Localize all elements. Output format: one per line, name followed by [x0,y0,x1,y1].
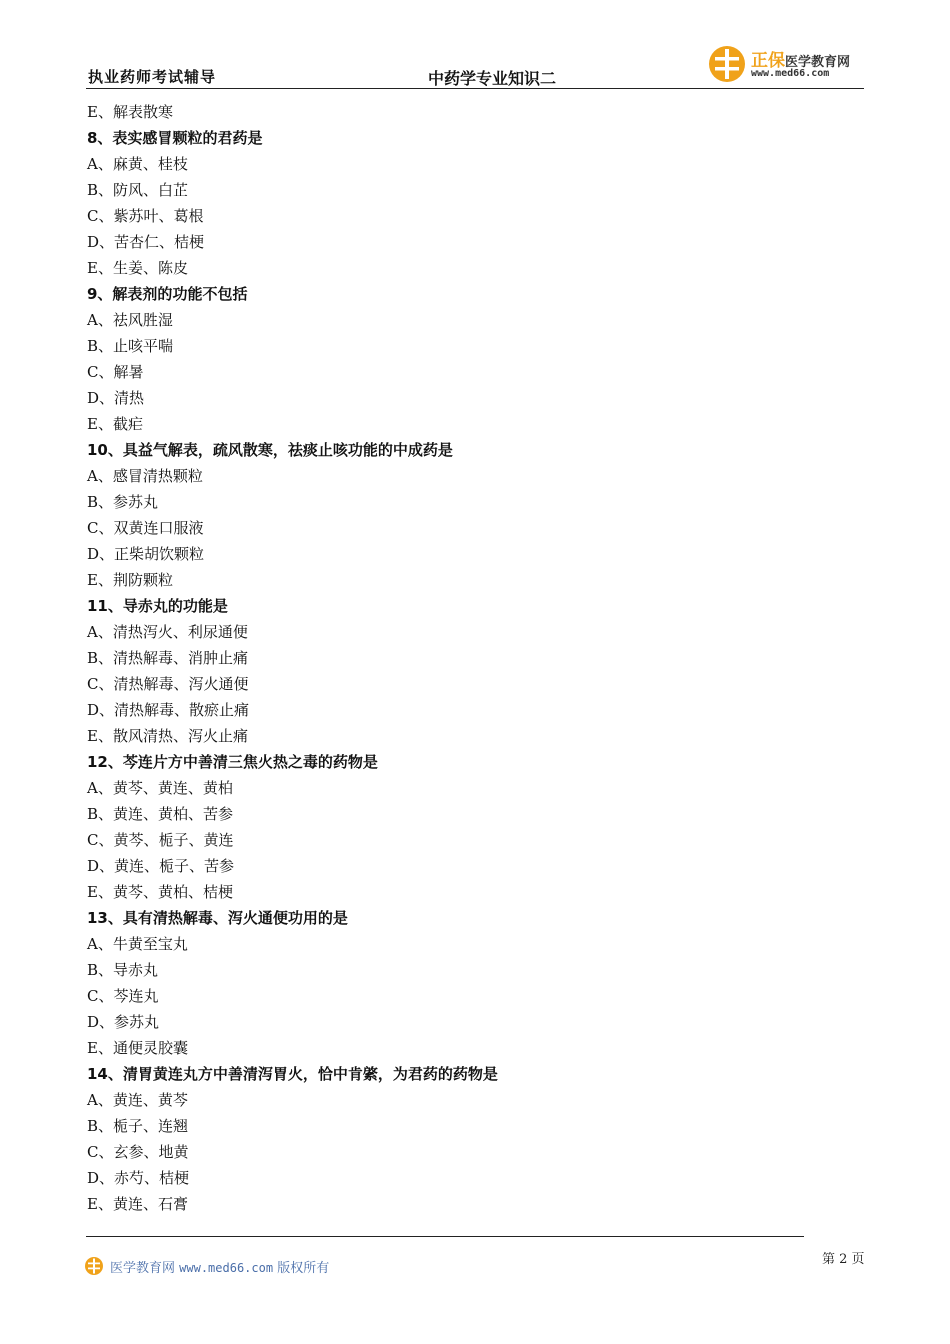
answer-option: C、紫苏叶、葛根 [87,207,204,225]
answer-option: B、栀子、连翘 [87,1117,189,1135]
answer-option: B、黄连、黄柏、苦参 [87,805,234,823]
question-stem: 8、表实感冒颗粒的君药是 [87,129,263,147]
logo-mark-icon [707,44,747,84]
answer-option: D、清热解毒、散瘀止痛 [87,701,250,719]
question-list [87,99,867,1217]
answer-option: E、截疟 [87,415,143,433]
answer-option: C、芩连丸 [87,987,159,1005]
footer-logo-icon [84,1256,104,1276]
header-left-title: 执业药师考试辅导 [88,68,217,86]
answer-option: C、解暑 [87,363,144,381]
header-center-title: 中药学专业知识二 [428,69,557,88]
answer-option: B、止咳平喘 [87,337,174,355]
footer-url[interactable]: www.med66.com [179,1261,274,1275]
answer-option: E、黄连、石膏 [87,1195,188,1213]
answer-option: D、正柴胡饮颗粒 [87,545,205,563]
answer-option: A、感冒清热颗粒 [87,467,203,485]
logo-url: www.med66.com [751,68,830,79]
answer-option: E、散风清热、泻火止痛 [87,727,248,745]
answer-option: E、生姜、陈皮 [87,259,188,277]
footer-rights: 版权所有 [277,1261,330,1276]
answer-option: C、清热解毒、泻火通便 [87,675,249,693]
question-stem: 11、导赤丸的功能是 [87,597,228,615]
answer-option: D、苦杏仁、桔梗 [87,233,205,251]
answer-option: A、祛风胜湿 [87,311,173,329]
question-stem: 13、具有清热解毒、泻火通便功用的是 [87,909,348,927]
answer-option: D、赤芍、桔梗 [87,1169,190,1187]
logo-brand-rest: 医学教育网 [785,55,851,70]
question-stem: 12、芩连片方中善清三焦火热之毒的药物是 [87,753,378,771]
question-stem: 14、清胃黄连丸方中善清泻胃火，恰中肯綮，为君药的药物是 [87,1065,498,1083]
answer-option: B、防风、白芷 [87,181,189,199]
answer-option: E、通便灵胶囊 [87,1039,188,1057]
answer-option: C、双黄连口服液 [87,519,204,537]
question-stem: 9、解表剂的功能不包括 [87,285,248,303]
question-stem: 10、具益气解表，疏风散寒，祛痰止咳功能的中成药是 [87,441,453,459]
answer-option: D、参苏丸 [87,1013,160,1031]
header-logo [707,44,867,86]
answer-option: B、清热解毒、消肿止痛 [87,649,249,667]
answer-option: B、参苏丸 [87,493,159,511]
answer-option: B、导赤丸 [87,961,159,979]
answer-option: A、清热泻火、利尿通便 [87,623,248,641]
page-number: 第 2 页 [822,1252,865,1267]
answer-option: A、黄连、黄芩 [87,1091,188,1109]
logo-brand-accent: 正保 [751,51,785,71]
answer-option: C、玄参、地黄 [87,1143,189,1161]
answer-option: C、黄芩、栀子、黄连 [87,831,234,849]
header-divider [86,88,864,89]
footer-divider [86,1236,804,1237]
answer-option: A、黄芩、黄连、黄柏 [87,779,233,797]
answer-option: E、解表散寒 [87,103,173,121]
answer-option: A、牛黄至宝丸 [87,935,188,953]
answer-option: D、清热 [87,389,145,407]
answer-option: A、麻黄、桂枝 [87,155,188,173]
footer-copyright [110,1257,329,1276]
footer-site-name: 医学教育网 [110,1261,176,1276]
answer-option: E、黄芩、黄柏、桔梗 [87,883,233,901]
answer-option: D、黄连、栀子、苦参 [87,857,235,875]
answer-option: E、荆防颗粒 [87,571,173,589]
